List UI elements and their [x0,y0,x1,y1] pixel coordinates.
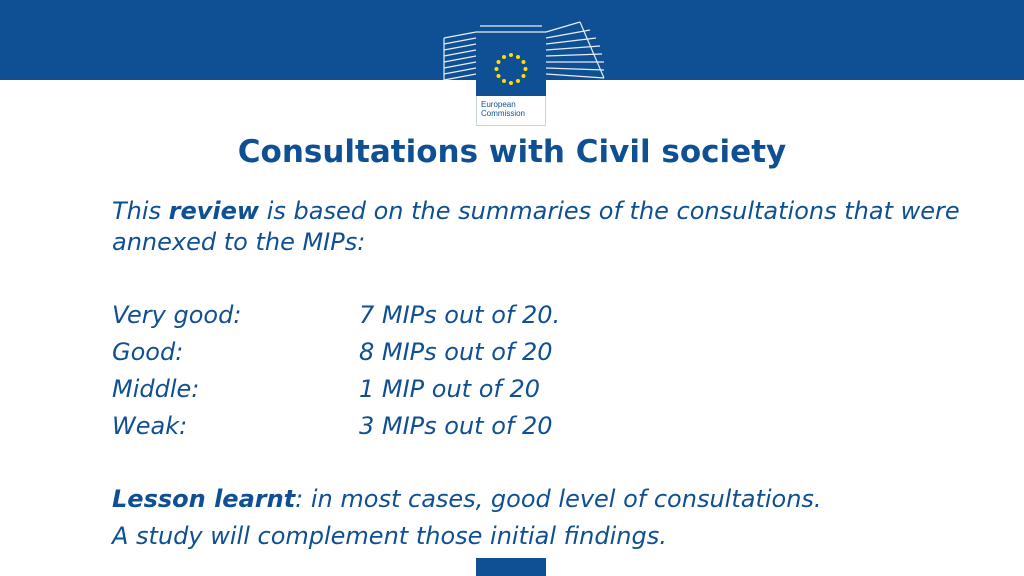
rating-row-middle [112,374,982,411]
closing-line: A study will complement those initial findings. [112,522,667,550]
lesson-line [112,484,982,521]
footer-tab [476,558,546,576]
slide-title: Consultations with Civil society [237,134,787,170]
rating-value: 3 MIPs out of 20 [359,412,553,440]
rating-value: 7 MIPs out of 20. [359,301,561,329]
intro-paragraph [112,196,982,258]
intro-emphasis: review [168,197,260,225]
ratings-list [112,300,982,448]
rating-value: 1 MIP out of 20 [359,375,541,403]
slide-body [112,196,982,558]
lesson-text: : in most cases, good level of consultations. [295,485,822,513]
rating-row-very-good [112,300,982,337]
logo-line-2: Commission [481,109,526,118]
rating-label: Weak: [112,412,188,440]
rating-label: Very good: [112,301,242,329]
eu-flag-icon [476,46,546,96]
lesson-heading: Lesson learnt [112,485,296,513]
rating-value: 8 MIPs out of 20 [359,338,553,366]
logo-wordmark [476,96,546,126]
intro-text-2: is based on the summaries of the consultations that were annexed to the MIPs: [112,197,960,256]
logo-line-1: European [481,100,516,109]
rating-row-good [112,337,982,374]
rating-label: Good: [112,338,184,366]
rating-label: Middle: [112,375,200,403]
european-commission-logo [440,18,610,118]
rating-row-weak [112,411,982,448]
intro-text-1: This [112,197,169,225]
lesson-block [112,484,982,558]
